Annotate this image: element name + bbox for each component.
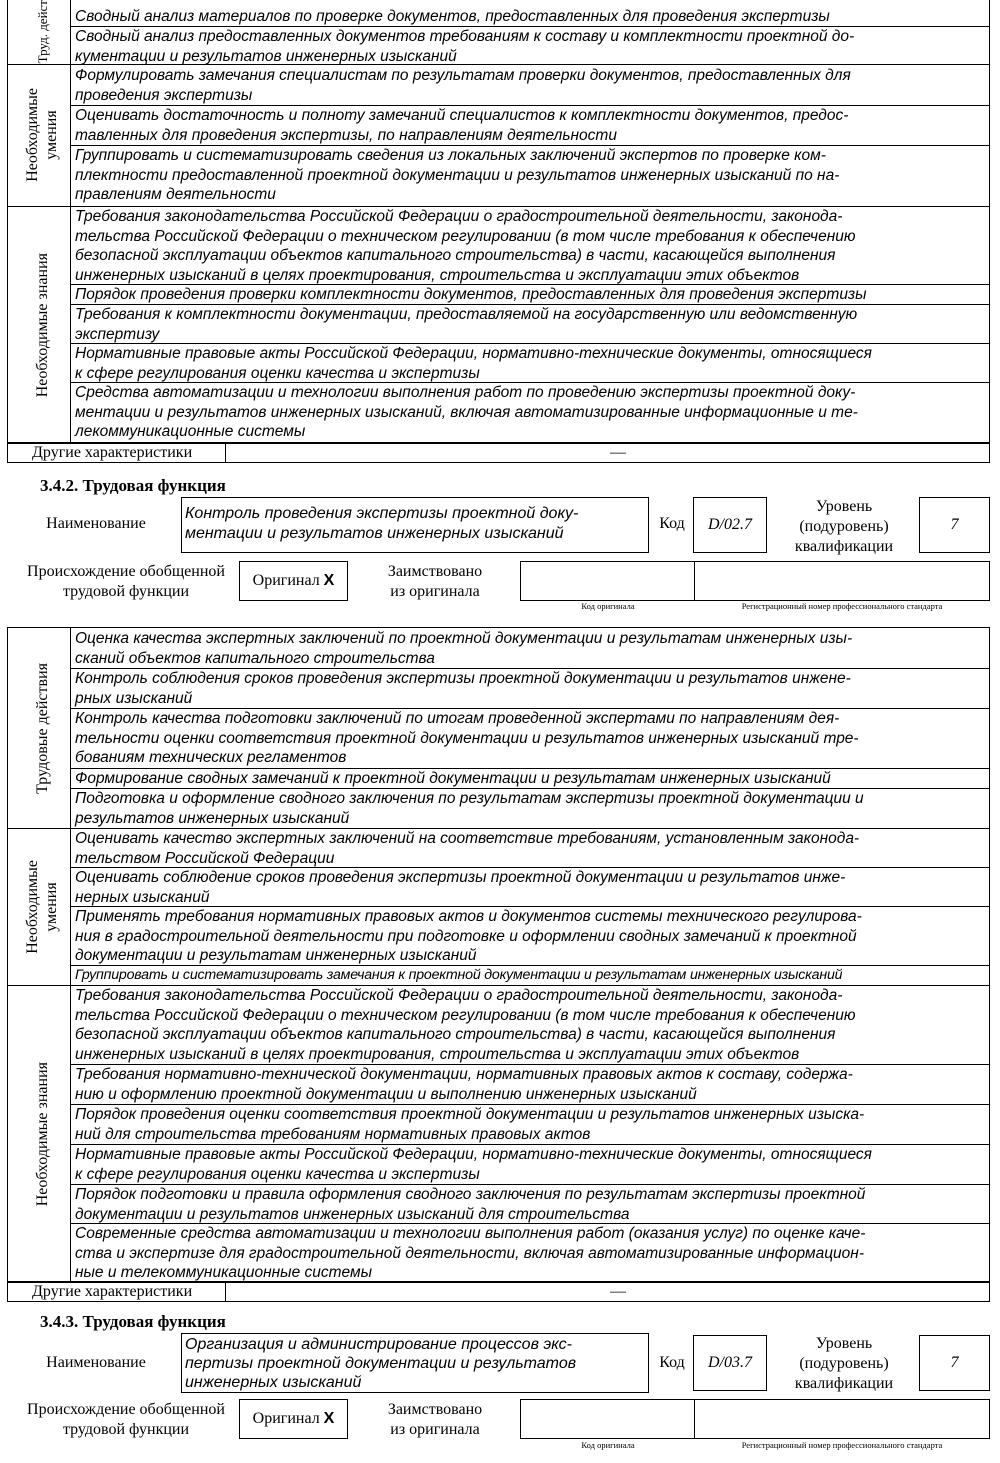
mid-knowledge-5: Порядок подготовки и правила оформления сводного заключения по результатам экспертизы проектной документации и результатов инженерных изысканий для строительства: [75, 1186, 866, 1223]
mid-knowledge-1: Требования законодательства Российской Федерации о градостроительной деятельности, законода- тельства Российской Федерации о техническом регулировании (в том числе требования к обеспечению безопасной эксплуатации объектов капитального строительства) в части, касающейся выполнения инженерных изысканий в целях проектирования, строительства и эксплуатации этих объектов: [75, 987, 856, 1063]
mid-knowledge-4: Нормативные правовые акты Российской Федерации, нормативно-технические документы, относящиеся к сфере регулирования оценки качества и экспертизы: [75, 1146, 872, 1183]
mid-knowledge-3: Порядок проведения оценки соответствия проектной документации и результатов инженерных изыска- ний для строительства требованиям нормативных правовых актов: [75, 1106, 865, 1143]
code-original-box-342: [520, 561, 696, 601]
level-value-box-343: 7: [919, 1335, 990, 1391]
reg-number-box-342: [694, 561, 990, 601]
origin-label-343: Происхождение обобщенной трудовой функции: [27, 1401, 225, 1438]
middle-requirements-table: [7, 627, 990, 1283]
code-value-box-342: D/02.7: [693, 497, 767, 553]
reg-number-box-343: [694, 1399, 990, 1439]
reg-number-caption-343: Регистрационный номер профессионального стандарта: [741, 1440, 943, 1450]
mid-action-4: Формирование сводных замечаний к проектной документации и результатам инженерных изысканий: [75, 770, 831, 787]
other-value: —: [610, 444, 626, 461]
level-label-343: Уровень (подуровень) квалификации: [794, 1335, 894, 1392]
top-skill-3: Группировать и систематизировать сведения из локальных заключений экспертов по проверке ком- плектности предоставленной проектной документации и результатов инженерных изысканий по на- правлениям деятельности: [75, 147, 840, 203]
label-knowledge: Необходимые знания: [33, 252, 51, 398]
other-value-2: —: [610, 1283, 626, 1300]
mid-skill-3: Применять требования нормативных правовых актов и документов системы технического регулирова- ния в градостроительной деятельности при подготовке и оформлении сводных замечаний к проектной документации и результатам инженерных изысканий: [75, 908, 862, 964]
mid-action-5: Подготовка и оформление сводного заключения по результатам экспертизы проектной документации и результатов инженерных изысканий: [75, 790, 864, 827]
code-original-caption-343: Код оригинала: [581, 1440, 635, 1450]
name-value-box-342: Контроль проведения экспертизы проектной доку- ментации и результатов инженерных изысканий: [181, 497, 649, 553]
top-skill-2: Оценивать достаточность и полноту замечаний специалистов к комплектности документов, предос- тавленных для проведения экспертизы, по направлениям деятельности: [75, 107, 849, 144]
top-knowledge-4: Нормативные правовые акты Российской Федерации, нормативно-технические документы, относящиеся к сфере регулирования оценки качества и экспертизы: [75, 345, 872, 382]
top-other-characteristics-row: [7, 442, 990, 463]
name-label-342: Наименование: [46, 515, 146, 532]
middle-other-characteristics-row: [7, 1281, 990, 1302]
original-mark-342: X: [323, 572, 335, 589]
level-label-342: Уровень (подуровень) квалификации: [794, 498, 894, 555]
code-label-342: Код: [659, 515, 685, 532]
other-label-2: Другие характеристики: [32, 1283, 193, 1300]
name-value-box-343: Организация и администрирование процессов экс- пертизы проектной документации и результатов инженерных изысканий: [181, 1333, 649, 1393]
mid-knowledge-2: Требования нормативно-технической документации, нормативных правовых актов к составу, содержа- нию и оформлению проектной документации и выполнению инженерных изысканий: [75, 1066, 853, 1103]
mid-skill-4: Группировать и систематизировать замечания к проектной документации и результатам инженерных изысканий: [75, 967, 843, 983]
top-skill-1: Формулировать замечания специалистам по результатам проверки документов, предоставленных для проведения экспертизы: [75, 67, 851, 104]
code-original-box-343: [520, 1399, 696, 1439]
code-value-box-343: D/03.7: [693, 1335, 767, 1391]
top-action-1: Сводный анализ материалов по проверке документов, предоставленных для проведения экспертизы: [75, 8, 830, 25]
top-knowledge-2: Порядок проведения проверки комплектности документов, предоставленных для проведения экспертизы: [75, 286, 867, 303]
mid-action-2: Контроль соблюдения сроков проведения экспертизы проектной документации и результатов инжене- рных изысканий: [75, 670, 851, 707]
other-label: Другие характеристики: [32, 444, 193, 461]
borrowed-label-343: Заимствовано из оригинала: [387, 1401, 483, 1438]
mid-action-3: Контроль качества подготовки заключений по итогам проведенной экспертами по направлениям дея- тельности оценки соответствия проектной документации и результатов инженерных изысканий тре- бованиям технических регламентов: [75, 710, 859, 766]
borrowed-label-342: Заимствовано из оригинала: [387, 563, 483, 600]
section-heading-342: 3.4.2. Трудовая функция: [40, 476, 226, 495]
code-label-343: Код: [659, 1354, 685, 1371]
top-knowledge-1: Требования законодательства Российской Федерации о градостроительной деятельности, законода- тельства Российской Федерации о техническом регулировании (в том числе требования к обеспечению безопасной эксплуатации объектов капитального строительства) в части, касающейся выполнения инженерных изысканий в целях проектирования, строительства и эксплуатации этих объектов: [75, 208, 856, 284]
label-skills: Необходимые умения: [24, 88, 60, 182]
label-knowledge-2: Необходимые знания: [33, 1062, 51, 1207]
original-box-342: Оригинал X: [239, 561, 348, 601]
mid-skill-2: Оценивать соблюдение сроков проведения экспертизы проектной документации и результатов инже- нерных изысканий: [75, 869, 846, 906]
mid-knowledge-6: Современные средства автоматизации и технологии выполнения работ (оказания услуг) по оценке каче- ства и экспертизе для градостроительной деятельности, включая автоматизированные информацион- ные и телекоммуникационные системы: [75, 1225, 866, 1281]
origin-label-342: Происхождение обобщенной трудовой функции: [27, 563, 225, 600]
name-label-343: Наименование: [46, 1354, 146, 1371]
code-original-caption-342: Код оригинала: [581, 601, 635, 611]
top-knowledge-3: Требования к комплектности документации, предоставляемой на государственную или ведомственную экспертизу: [75, 306, 858, 343]
level-value-box-342: 7: [919, 497, 990, 553]
mid-skill-1: Оценивать качество экспертных заключений на соответствие требованиям, установленным законода- тельством Российской Федерации: [75, 830, 860, 867]
original-mark-343: X: [323, 1410, 335, 1427]
label-actions-partial: Труд. дейст: [34, 0, 50, 64]
original-box-343: Оригинал X: [239, 1399, 348, 1439]
reg-number-caption-342: Регистрационный номер профессионального стандарта: [741, 601, 943, 611]
section-heading-343: 3.4.3. Трудовая функция: [40, 1312, 226, 1331]
top-action-2: Сводный анализ предоставленных документов требованиям к составу и комплектности проектной до- кументации и результатов инженерных изысканий: [75, 28, 855, 65]
top-requirements-table: [7, 0, 990, 444]
label-skills-2: Необходимые умения: [24, 859, 60, 954]
mid-action-1: Оценка качества экспертных заключений по проектной документации и результатам инженерных изы- сканий объектов капитального строительства: [75, 630, 853, 667]
top-knowledge-5: Средства автоматизации и технологии выполнения работ по проведению экспертизы проектной доку- ментации и результатов инженерных изысканий, включая автоматизированные информационные и те- лекоммуникационные системы: [75, 384, 858, 440]
label-actions: Трудовые действия: [33, 662, 51, 794]
